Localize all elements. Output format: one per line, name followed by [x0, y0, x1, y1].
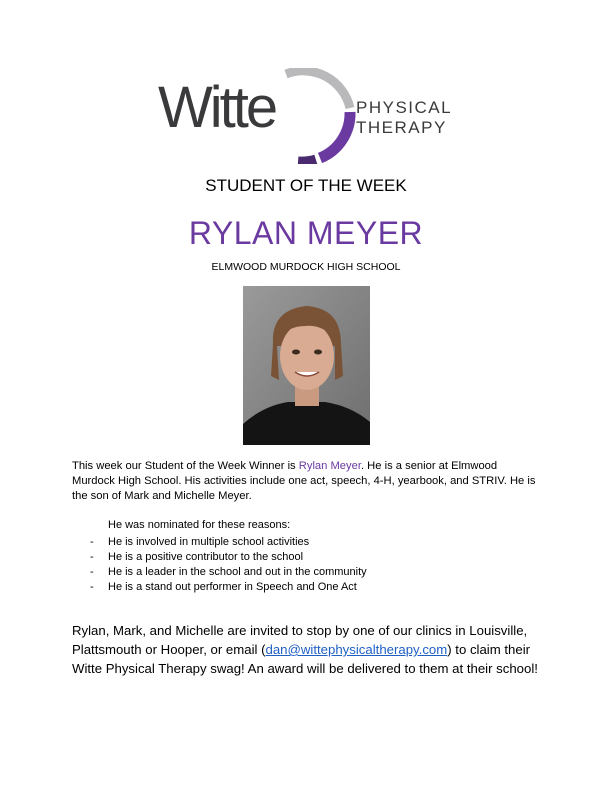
student-name: RYLAN MEYER	[188, 215, 424, 251]
student-photo	[243, 286, 370, 445]
school-name: ELMWOOD MURDOCK HIGH SCHOOL	[211, 261, 401, 273]
intro-paragraph	[72, 459, 542, 504]
page-heading: STUDENT OF THE WEEK	[205, 176, 407, 195]
witte-logo	[158, 68, 458, 164]
reasons-lead: He was nominated for these reasons:	[108, 519, 291, 531]
list-item: - He is a leader in the school and out in the community	[90, 565, 528, 580]
logo-tagline	[356, 98, 452, 138]
closing-text-after: ) to claim their Witte Physical Therapy swag! An award will be delivered to them at their school!	[72, 642, 538, 676]
list-item: - He is a stand out performer in Speech and One Act	[90, 580, 528, 595]
closing-paragraph	[72, 621, 552, 678]
intro-text-after: . He is a senior at Elmwood Murdock High School. His activities include one act, speech, 4-H, yearbook, and STRIV. He is the son of Mark and Michelle Meyer.	[72, 460, 536, 502]
list-item: - He is involved in multiple school activities	[90, 535, 528, 550]
logo-tagline-line1: PHYSICAL	[356, 98, 453, 117]
list-item: - He is a positive contributor to the school	[90, 550, 528, 565]
logo-tagline-line2: THERAPY	[356, 118, 447, 137]
logo-wordmark: Witte	[158, 75, 276, 140]
intro-text-before: This week our Student of the Week Winner is	[72, 460, 299, 472]
reasons-list	[90, 535, 528, 595]
student-portrait-icon	[243, 286, 370, 445]
intro-student-name: Rylan Meyer	[298, 460, 361, 472]
email-link[interactable]: dan@wittephysicaltherapy.com	[265, 642, 448, 657]
closing-text-before: Rylan, Mark, and Michelle are invited to stop by one of our clinics in Louisville, Plattsmouth or Hooper, or email (	[72, 623, 528, 657]
nomination-reasons	[108, 518, 528, 595]
